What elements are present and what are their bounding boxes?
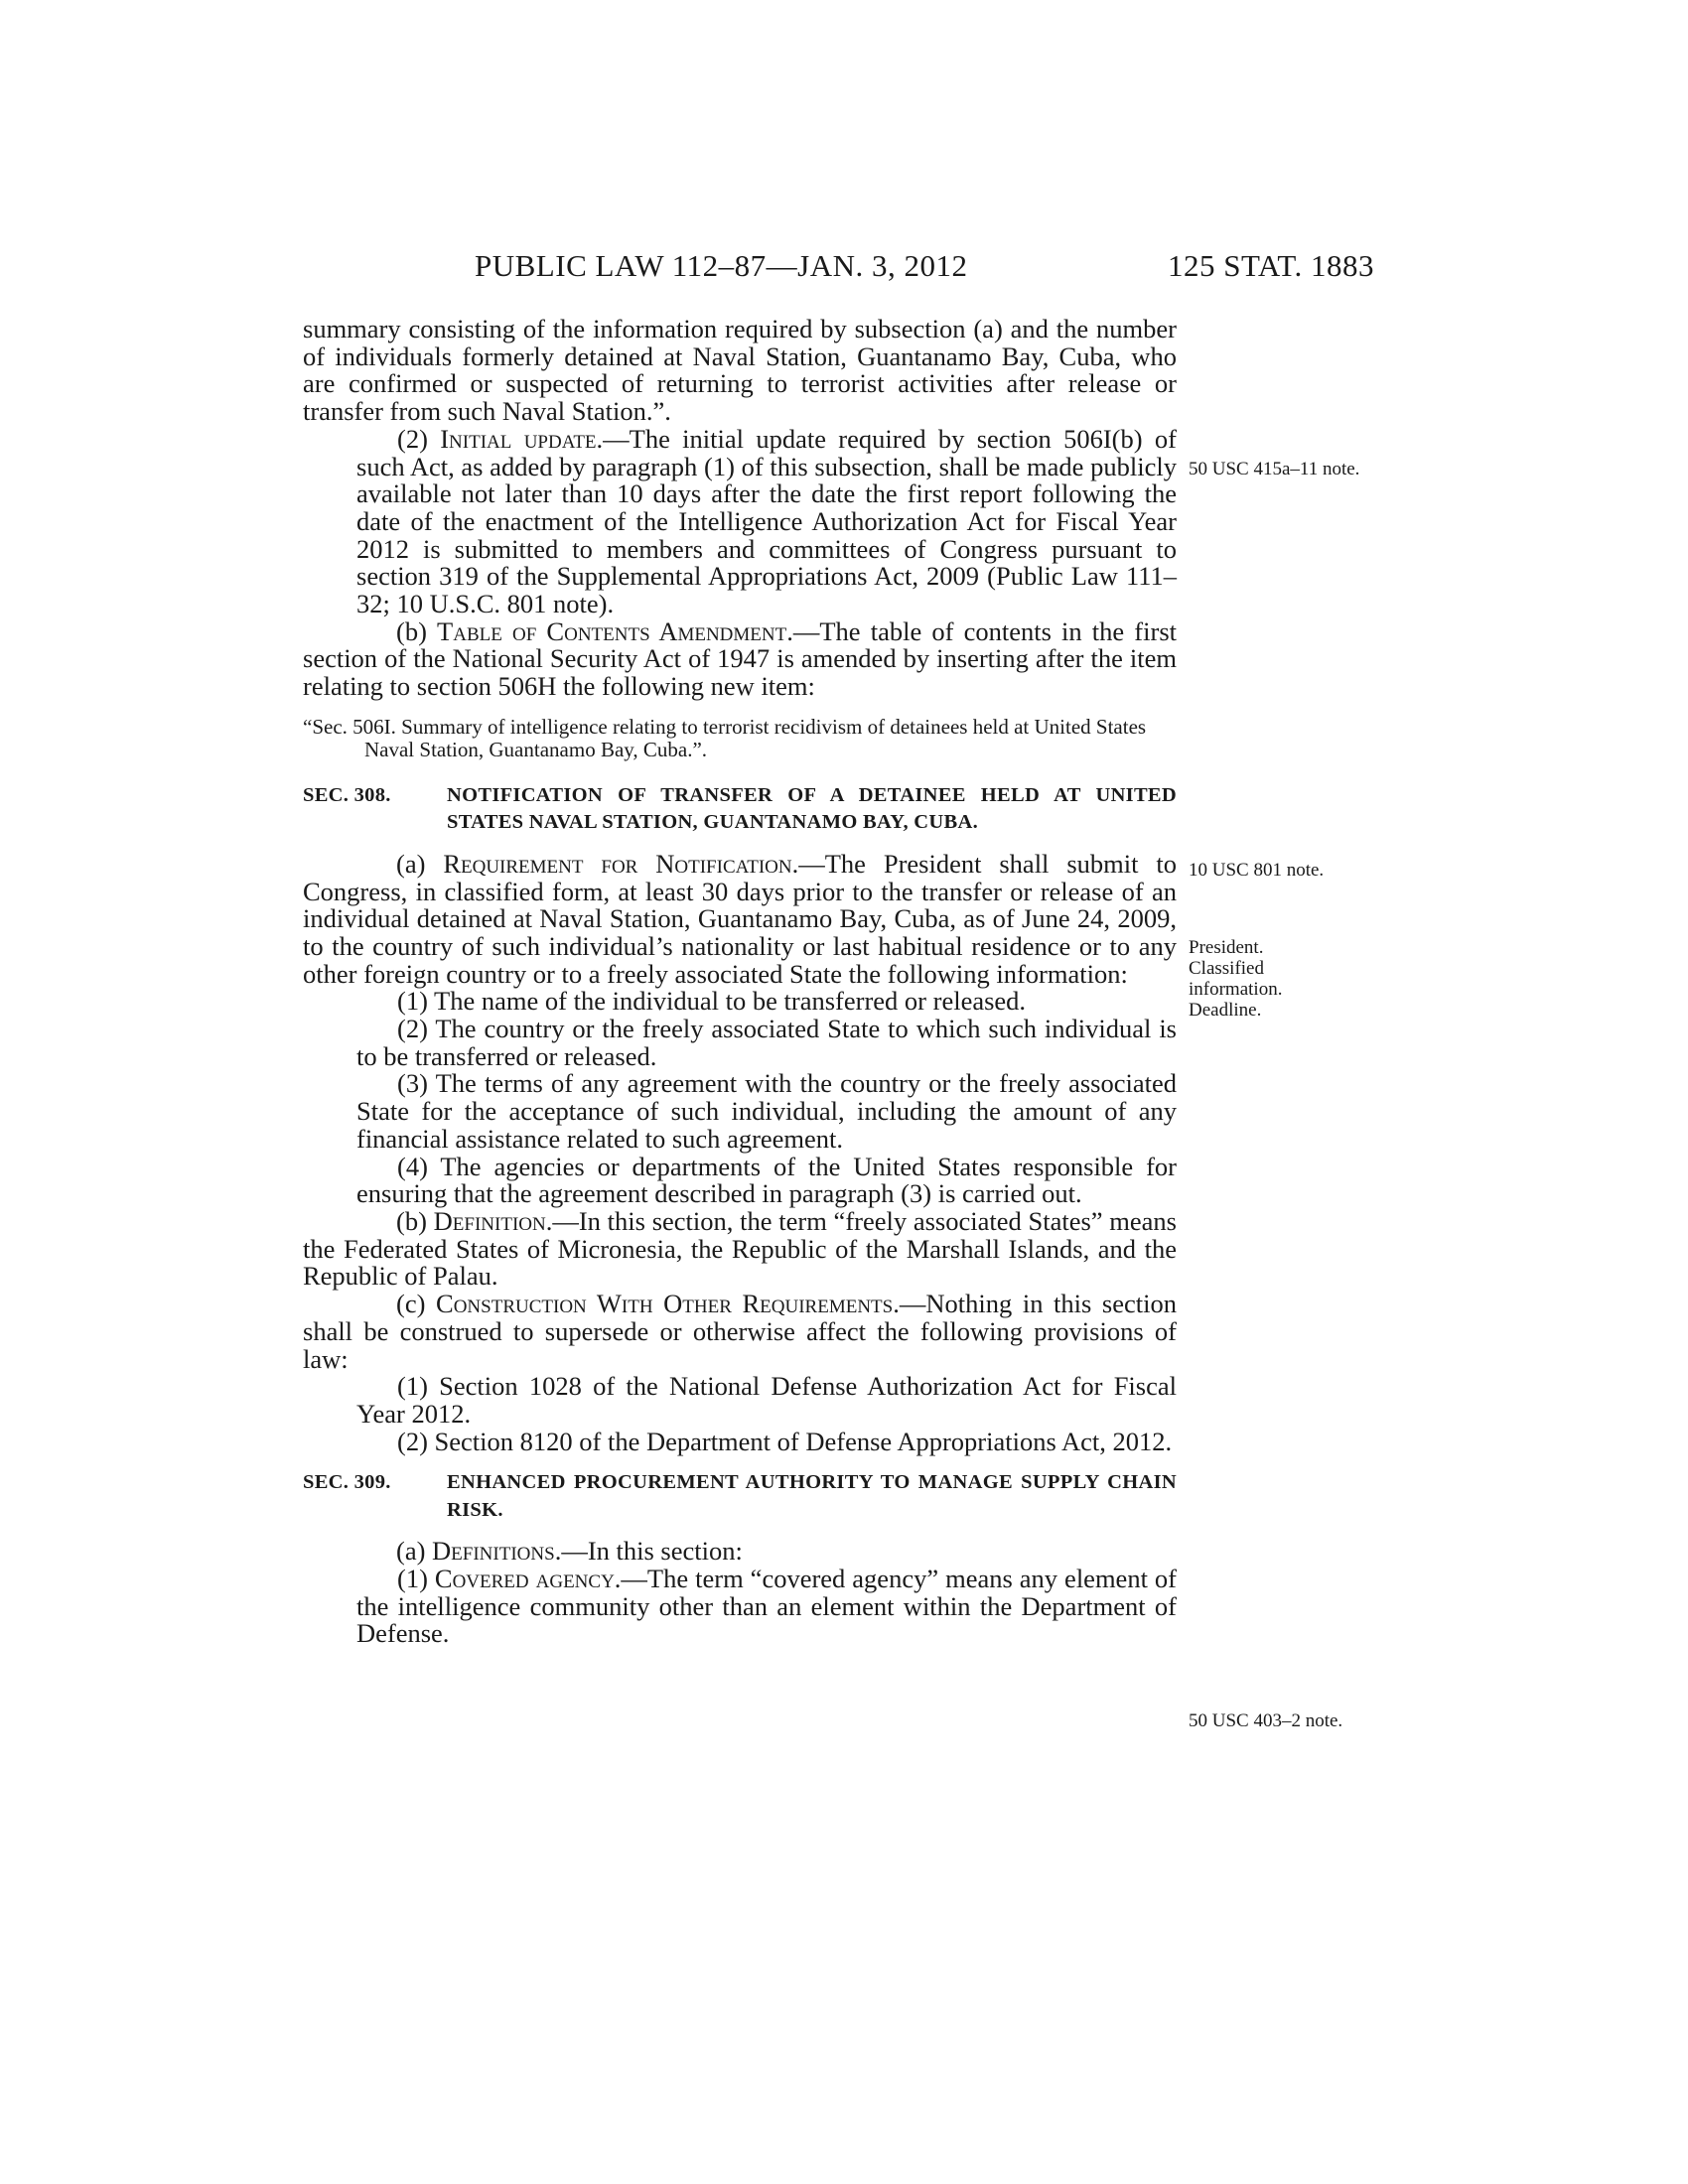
paragraph-309a: (a) Definitions.—In this section: xyxy=(396,1536,743,1567)
paragraph-308c-1: (1) Section 1028 of the National Defense Authorization Act for Fiscal Year 2012. xyxy=(356,1371,1177,1429)
statute-page-number: 125 STAT. 1883 xyxy=(1167,248,1374,283)
section-308-heading xyxy=(303,782,1177,837)
caption-definition: Definition xyxy=(433,1205,546,1236)
caption-covered-agency: Covered agency xyxy=(434,1564,615,1594)
caption-definitions: Definitions xyxy=(432,1536,555,1567)
paragraph-308a-3: (3) The terms of any agreement with the country or the freely associated State for the acceptance of such individual, including the amount of any financial assistance related to such agreement. xyxy=(356,1068,1177,1154)
paragraph-308a-1: (1) The name of the individual to be transferred or released. xyxy=(397,986,1027,1017)
section-309-heading xyxy=(303,1469,1177,1524)
margin-note-usc-801: 10 USC 801 note. xyxy=(1189,860,1325,881)
section-309-title: ENHANCED PROCUREMENT AUTHORITY TO MANAGE SUPPLY CHAIN RISK. xyxy=(447,1471,1177,1521)
paragraph-308c: (c) Construction With Other Requirements.—Nothing in this section shall be construed to supersede or otherwise affect the following provisions of law: xyxy=(303,1289,1177,1374)
paragraph-309a-1: (1) Covered agency.—The term “covered agency” means any element of the intelligence community other than an element within the Department of Defense. xyxy=(356,1564,1178,1649)
paragraph-308a-4: (4) The agencies or departments of the United States responsible for ensuring that the agreement described in paragraph (3) is carried out. xyxy=(356,1151,1177,1209)
margin-note-usc-403: 50 USC 403–2 note. xyxy=(1189,1710,1343,1731)
caption-construction: Construction With Other Requirements xyxy=(436,1289,894,1319)
toc-new-item: “Sec. 506I. Summary of intelligence relating to terrorist recidivism of detainees held at United States Naval Station, Guantanamo Bay, Cuba.”. xyxy=(303,714,1147,761)
paragraph-toc-amendment: (b) Table of Contents Amendment.—The table of contents in the first section of the National Security Act of 1947 is amended by inserting after the item relating to section 506H the following new item: xyxy=(303,615,1177,702)
caption-toc-amendment: Table of Contents Amendment xyxy=(437,615,787,646)
paragraph-308c-2: (2) Section 8120 of the Department of Defense Appropriations Act, 2012. xyxy=(397,1426,1173,1456)
caption-requirement-notification: Requirement for Notification xyxy=(443,848,792,879)
paragraph-308b: (b) Definition.—In this section, the term “freely associated States” means the Federated States of Micronesia, the Republic of the Marshall Islands, and the Republic of Palau. xyxy=(303,1205,1177,1292)
law-text-body xyxy=(303,316,1177,1648)
section-308-number: SEC. 308. xyxy=(303,783,391,806)
section-309-number: SEC. 309. xyxy=(303,1471,391,1494)
section-308-title: NOTIFICATION OF TRANSFER OF A DETAINEE HELD AT UNITED STATES NAVAL STATION, GUANTANAMO BAY, CUBA. xyxy=(447,783,1177,834)
paragraph-308a-2: (2) The country or the freely associated State to which such individual is to be transferred or released. xyxy=(356,1014,1177,1071)
margin-note-president-deadline: President. Classified information. Deadline. xyxy=(1189,937,1283,1021)
running-header-title: PUBLIC LAW 112–87—JAN. 3, 2012 xyxy=(475,248,968,283)
running-header xyxy=(0,246,1688,286)
margin-note-usc-415a: 50 USC 415a–11 note. xyxy=(1189,459,1360,479)
paragraph-continuation: summary consisting of the information required by subsection (a) and the number of individuals formerly detained at Naval Station, Guantanamo Bay, Cuba, who are confirmed or suspected of returning to terrorist activities after release or transfer from such Naval Station.”. xyxy=(303,314,1177,427)
paragraph-initial-update: (2) Initial update.—The initial update required by section 506I(b) of such Act, as added by paragraph (1) of this subsection, shall be made publicly available not later than 10 days after the date the first report following the date of the enactment of the Intelligence Authorization Act for Fiscal Year 2012 is submitted to members and committees of Congress pursuant to section 319 of the Supplemental Appropriations Act, 2009 (Public Law 111–32; 10 U.S.C. 801 note). xyxy=(356,423,1177,619)
caption-initial-update: Initial update xyxy=(440,423,597,454)
paragraph-308a: (a) Requirement for Notification.—The President shall submit to Congress, in classified form, at least 30 days prior to the transfer or release of an individual detained at Naval Station, Guantanamo Bay, Cuba, as of June 24, 2009, to the country of such individual’s nationality or last habitual residence or to any other foreign country or to a freely associated State the following information: xyxy=(303,848,1177,989)
